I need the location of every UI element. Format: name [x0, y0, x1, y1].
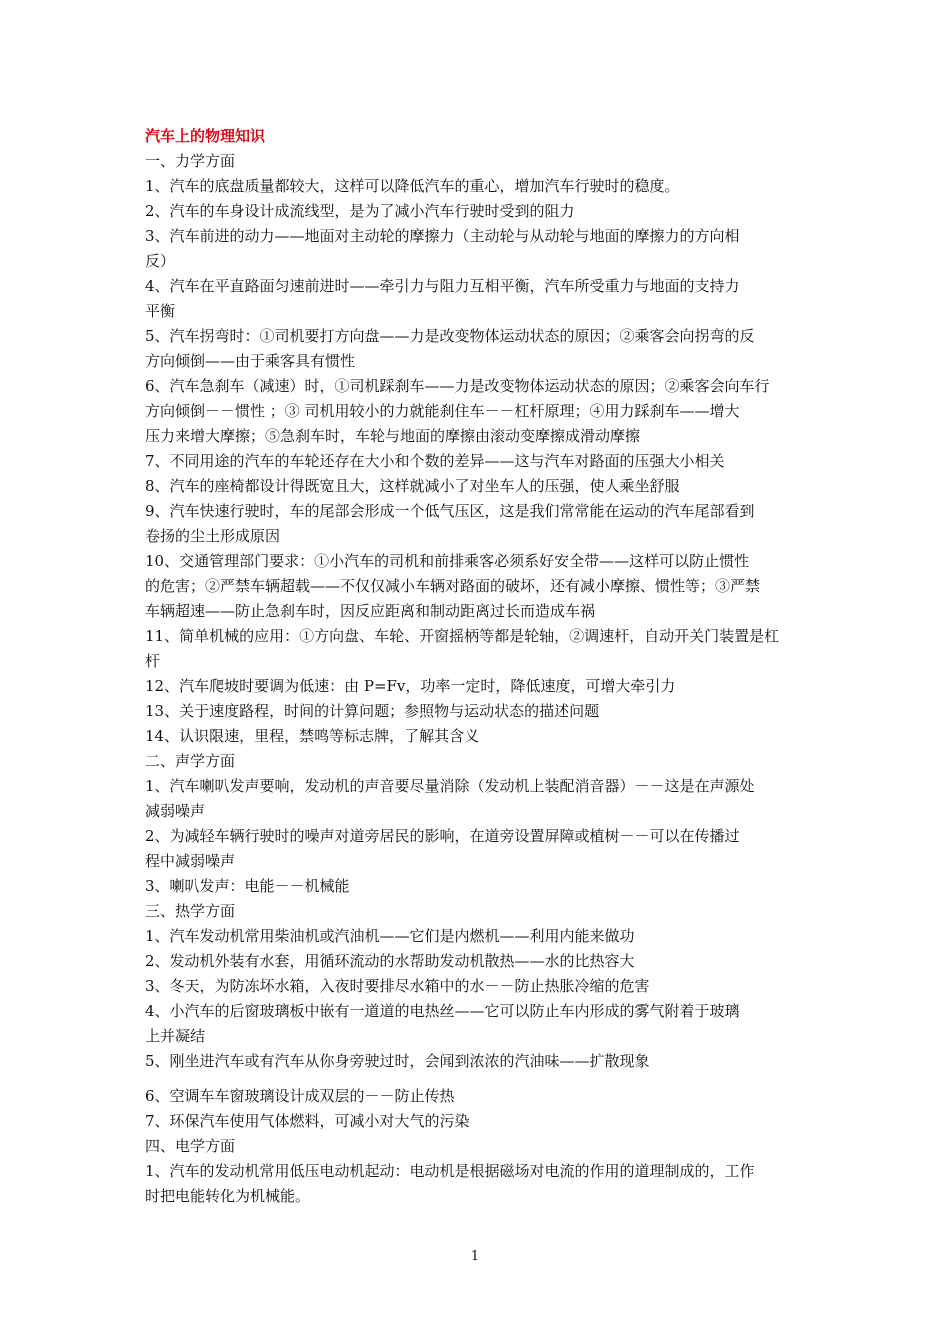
text-line: 5、汽车拐弯时：①司机要打方向盘——力是改变物体运动状态的原因；②乘客会向拐弯的反 [145, 327, 755, 345]
text-line: 2、发动机外装有水套，用循环流动的水帮助发动机散热——水的比热容大 [145, 952, 635, 970]
text-line: 4、小汽车的后窗玻璃板中嵌有一道道的电热丝——它可以防止车内形成的雾气附着于玻璃 [145, 1002, 740, 1020]
text-line: 程中减弱噪声 [145, 852, 236, 870]
text-line: 12、汽车爬坡时要调为低速：由 P=Fv，功率一定时，降低速度，可增大牵引力 [145, 677, 676, 695]
text-line: 3、冬天，为防冻坏水箱，入夜时要排尽水箱中的水－－防止热胀冷缩的危害 [145, 977, 650, 995]
text-block-heat-electric [145, 1084, 810, 1209]
text-line: 1、汽车的发动机常用低压电动机起动：电动机是根据磁场对电流的作用的道理制成的，工作 [145, 1162, 755, 1180]
text-line: 时把电能转化为机械能。 [145, 1187, 311, 1205]
text-line: 杆 [145, 652, 161, 670]
text-line: 1、汽车发动机常用柴油机或汽油机——它们是内燃机——利用内能来做功 [145, 927, 635, 945]
document-title: 汽车上的物理知识 [145, 127, 266, 145]
text-line: 卷扬的尘土形成原因 [145, 527, 281, 545]
text-line: 13、关于速度路程，时间的计算问题；参照物与运动状态的描述问题 [145, 702, 600, 720]
text-line: 压力来增大摩擦；⑤急刹车时，车轮与地面的摩擦由滚动变摩擦成滑动摩擦 [145, 427, 641, 445]
text-line: 6、汽车急刹车（减速）时，①司机踩刹车——力是改变物体运动状态的原因；②乘客会向车行 [145, 377, 770, 395]
text-block-mechanics-sound-heat [145, 149, 810, 1074]
text-line: 2、汽车的车身设计成流线型，是为了减小汽车行驶时受到的阻力 [145, 202, 575, 220]
text-line: 3、汽车前进的动力——地面对主动轮的摩擦力（主动轮与从动轮与地面的摩擦力的方向相 [145, 227, 740, 245]
text-line: 的危害；②严禁车辆超载——不仅仅减小车辆对路面的破坏，还有减小摩擦、惯性等；③严禁 [145, 577, 761, 595]
text-line: 车辆超速——防止急刹车时，因反应距离和制动距离过长而造成车祸 [145, 602, 596, 620]
text-line: 14、认识限速，里程，禁鸣等标志牌，了解其含义 [145, 727, 480, 745]
text-line: 9、汽车快速行驶时，车的尾部会形成一个低气压区，这是我们常常能在运动的汽车尾部看到 [145, 502, 755, 520]
paragraph-gap [145, 1074, 810, 1084]
text-line: 1、汽车的底盘质量都较大，这样可以降低汽车的重心，增加汽车行驶时的稳度。 [145, 177, 680, 195]
text-line: 方向倾倒－－惯性 ；③ 司机用较小的力就能刹住车－－杠杆原理；④用力踩刹车——增大 [145, 402, 740, 420]
text-line: 反） [145, 252, 176, 270]
text-line: 3、喇叭发声：电能－－机械能 [145, 877, 350, 895]
text-line: 平衡 [145, 302, 176, 320]
document-body [145, 124, 810, 1209]
text-line: 11、简单机械的应用：①方向盘、车轮、开窗摇柄等都是轮轴，②调速杆，自动开关门装置是杠 [145, 627, 780, 645]
text-line: 四、电学方面 [145, 1137, 236, 1155]
text-line: 7、不同用途的汽车的车轮还存在大小和个数的差异——这与汽车对路面的压强大小相关 [145, 452, 725, 470]
text-line: 1、汽车喇叭发声要响，发动机的声音要尽量消除（发动机上装配消音器）－－这是在声源处 [145, 777, 755, 795]
text-line: 上并凝结 [145, 1027, 206, 1045]
text-line: 4、汽车在平直路面匀速前进时——牵引力与阻力互相平衡，汽车所受重力与地面的支持力 [145, 277, 740, 295]
page-number: 1 [470, 1249, 480, 1264]
text-line: 一、力学方面 [145, 152, 236, 170]
text-line: 方向倾倒——由于乘客具有惯性 [145, 352, 356, 370]
text-line: 2、为减轻车辆行驶时的噪声对道旁居民的影响，在道旁设置屏障或植树－－可以在传播过 [145, 827, 740, 845]
text-line: 6、空调车车窗玻璃设计成双层的－－防止传热 [145, 1087, 455, 1105]
text-line: 三、热学方面 [145, 902, 236, 920]
text-line: 5、刚坐进汽车或有汽车从你身旁驶过时，会闻到浓浓的汽油味——扩散现象 [145, 1052, 650, 1070]
text-line: 二、声学方面 [145, 752, 236, 770]
text-line: 10、交通管理部门要求：①小汽车的司机和前排乘客必须系好安全带——这样可以防止惯性 [145, 552, 750, 570]
text-line: 8、汽车的座椅都设计得既宽且大，这样就减小了对坐车人的压强，使人乘坐舒服 [145, 477, 680, 495]
text-line: 减弱噪声 [145, 802, 206, 820]
text-line: 7、环保汽车使用气体燃料，可减小对大气的污染 [145, 1112, 470, 1130]
